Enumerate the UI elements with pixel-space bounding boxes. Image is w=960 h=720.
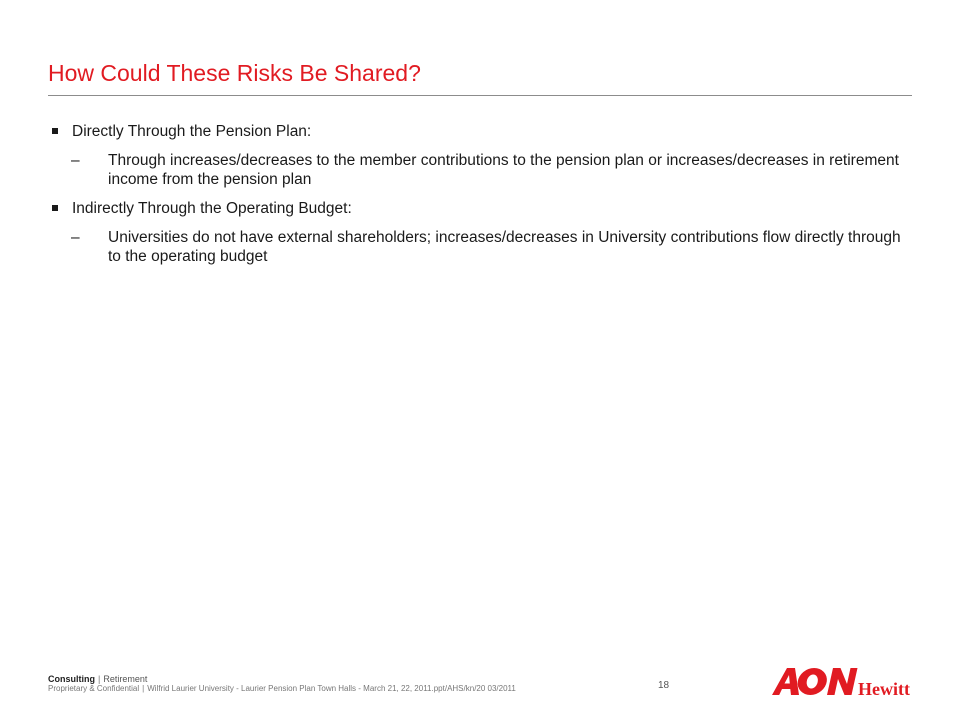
- footer-document-info: Wilfrid Laurier University - Laurier Pension Plan Town Halls - March 21, 22, 2011.ppt/AHS/kn/20 03/2011: [147, 684, 516, 693]
- footer-document-line: [48, 684, 516, 693]
- footer-separator: |: [98, 674, 101, 684]
- bullet-text: Directly Through the Pension Plan:: [72, 123, 312, 140]
- sub-bullet-text: Universities do not have external shareholders; increases/decreases in University contributions flow directly through to the operating budget: [108, 229, 901, 265]
- square-bullet-icon: [52, 205, 58, 211]
- sub-bullet-text: Through increases/decreases to the member contributions to the pension plan or increases/decreases in retirement income from the pension plan: [108, 152, 899, 188]
- footer-business: Consulting: [48, 674, 95, 684]
- slide-content: [48, 122, 908, 276]
- svg-text:Hewitt: Hewitt: [858, 679, 910, 699]
- square-bullet-icon: [52, 128, 58, 134]
- dash-marker: –: [71, 229, 80, 246]
- sub-bullet-item: [48, 151, 908, 189]
- footer-separator: |: [142, 684, 145, 693]
- bullet-text: Indirectly Through the Operating Budget:: [72, 200, 352, 217]
- aon-hewitt-logo: [770, 662, 915, 700]
- page-number: 18: [658, 680, 670, 691]
- footer-business-line: [48, 674, 147, 684]
- dash-marker: –: [71, 152, 80, 169]
- bullet-item: [48, 122, 908, 141]
- aon-hewitt-logo-graphic: [770, 662, 915, 700]
- bullet-item: [48, 199, 908, 218]
- title-divider: [48, 95, 912, 96]
- footer-confidential: Proprietary & Confidential: [48, 684, 140, 693]
- slide-title: How Could These Risks Be Shared?: [48, 60, 421, 86]
- footer-practice: Retirement: [103, 674, 148, 684]
- sub-bullet-item: [48, 228, 908, 266]
